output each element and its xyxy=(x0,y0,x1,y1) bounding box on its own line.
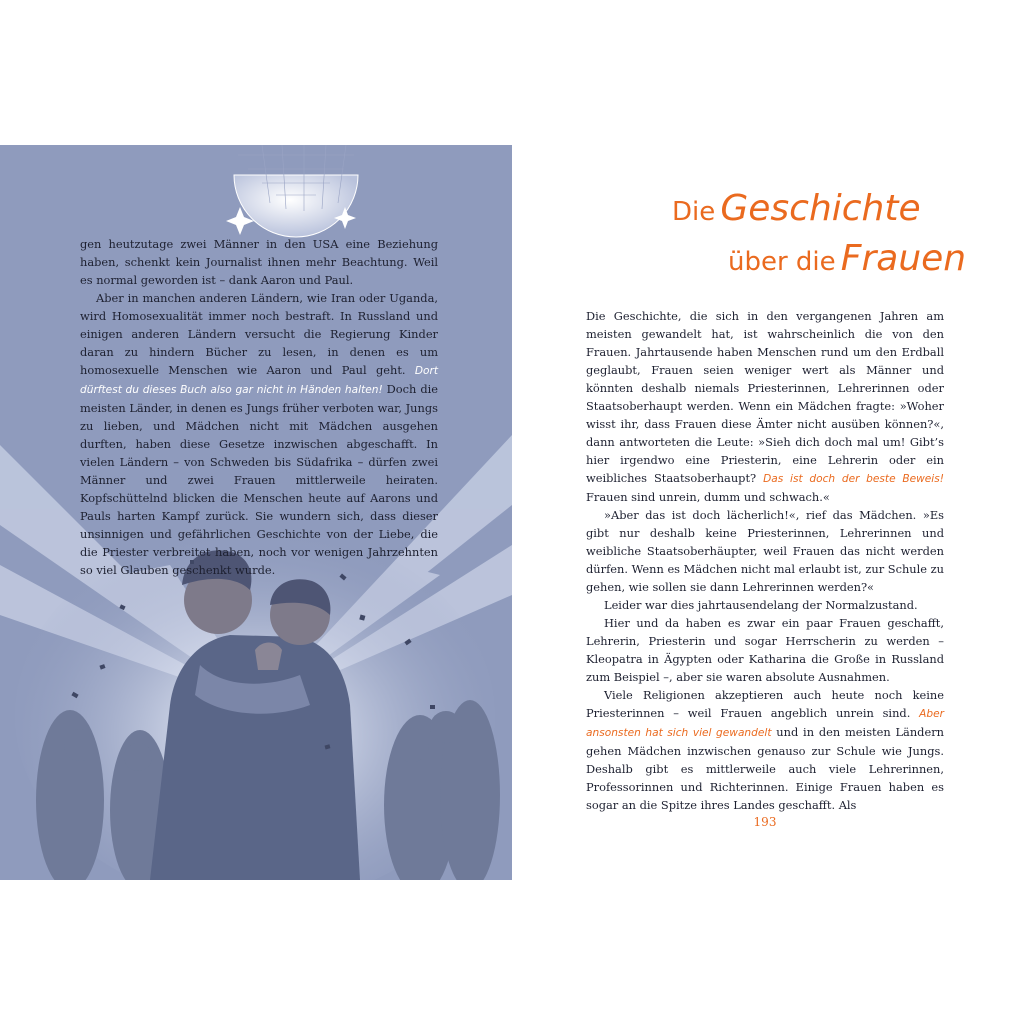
right-text-run: Leider war dies jahrtausendelang der Normalzustand. xyxy=(604,598,918,612)
left-paragraph-2 xyxy=(80,289,438,579)
left-text-run: Aber in manchen anderen Ländern, wie Iran oder Uganda, wird Homosexualität immer noch bestraft. In Russland und einigen anderen Ländern versucht die Regierung Kinder daran zu hindern Bücher zu lesen, in denen es um homosexuelle Menschen wie Aaron und Paul geht. xyxy=(80,291,438,377)
right-paragraph-1 xyxy=(586,307,944,506)
right-text-run: Frauen sind unrein, dumm und schwach.« xyxy=(586,490,830,504)
right-text-run: Hier und da haben es zwar ein paar Frauen geschafft, Lehrerin, Priesterin und sogar Herrscherin zu werden – Kleopatra in Ägypten oder Katharina die Große in Russland zum Beispiel –, aber sie waren absolute Ausnahmen. xyxy=(586,616,944,684)
right-text-run: Viele Religionen akzeptieren auch heute noch keine Priesterinnen – weil Frauen angeblich unrein sind. xyxy=(586,688,944,720)
right-paragraph-3 xyxy=(586,596,944,614)
chapter-title-small: über die xyxy=(728,247,836,277)
chapter-title-big: Geschichte xyxy=(720,188,921,229)
chapter-title-small: Die xyxy=(672,197,716,227)
chapter-title-line-2 xyxy=(728,238,966,279)
right-paragraph-5 xyxy=(586,686,944,814)
disco-ball xyxy=(226,145,358,237)
right-text-run: »Aber das ist doch lächerlich!«, rief das Mädchen. »Es gibt nur deshalb keine Priesterinnen, Lehrerinnen und weibliche Staatsoberhäupter, weil Frauen das nicht werden dürfen. Wenn es Mädchen nicht mal erlaubt ist, zur Schule zu gehen, wie sollen sie dann Lehrerinnen werden?« xyxy=(586,508,944,594)
right-body-text xyxy=(586,307,944,814)
handwritten-highlight: Das ist doch der beste Beweis! xyxy=(763,473,945,485)
right-paragraph-2 xyxy=(586,506,944,596)
chapter-title-big: Frauen xyxy=(840,238,967,279)
page-number: 193 xyxy=(753,815,777,829)
handwritten-highlight: Dort dürftest du dieses Buch also gar nicht in Händen halten! xyxy=(80,365,438,396)
right-paragraph-4 xyxy=(586,614,944,686)
left-text-run: gen heutzutage zwei Männer in den USA eine Beziehung haben, schenkt kein Journalist ihnen mehr Beachtung. Weil es normal geworden ist – dank Aaron und Paul. xyxy=(80,237,438,287)
right-text-run: und in den meisten Ländern gehen Mädchen inzwischen genauso zur Schule wie Jungs. Deshalb gibt es mittlerweile auch viele Lehrerinnen, Professorinnen und Richterinnen. Einige Frauen haben es sogar an die Spitze ihres Landes geschafft. Als xyxy=(586,725,944,812)
left-body-text xyxy=(80,235,438,579)
chapter-title-line-1 xyxy=(672,188,921,229)
left-paragraph-1 xyxy=(80,235,438,289)
handwritten-highlight: Aber ansonsten hat sich viel gewandelt xyxy=(586,708,944,739)
right-text-run: Die Geschichte, die sich in den vergangenen Jahren am meisten gewandelt hat, ist wahrscheinlich die von den Frauen. Jahrtausende haben Menschen rund um den Erdball geglaubt, Frauen seien weniger wert als Männer und könnten deshalb niemals Priesterinnen, Lehrerinnen oder Staatsoberhaupt werden. Wenn ein Mädchen fragte: »Woher wisst ihr, dass Frauen diese Ämter nicht ausüben können?«, dann antworteten die Leute: »Sieh dich doch mal um! Gibt’s hier irgendwo eine Priesterin, eine Lehrerin oder ein weibliches Staatsoberhaupt? xyxy=(586,309,944,485)
left-page-illustration xyxy=(0,145,512,880)
left-text-run: Doch die meisten Länder, in denen es Jungs früher verboten war, Jungs zu lieben, und Mädchen nicht mit Mädchen ausgehen durften, haben diese Gesetze inzwischen abgeschafft. In vielen Ländern – von Schweden bis Südafrika – dürfen zwei Männer und zwei Frauen mittlerweile heiraten. Kopfschüttelnd blicken die Menschen heute auf Aarons und Pauls harten Kampf zurück. Sie wundern sich, dass dieser unsinnigen und gefährlichen Geschichte von der Liebe, die die Priester verbreitet haben, noch vor wenigen Jahrzehnten so viel Glauben geschenkt wurde. xyxy=(80,382,438,577)
